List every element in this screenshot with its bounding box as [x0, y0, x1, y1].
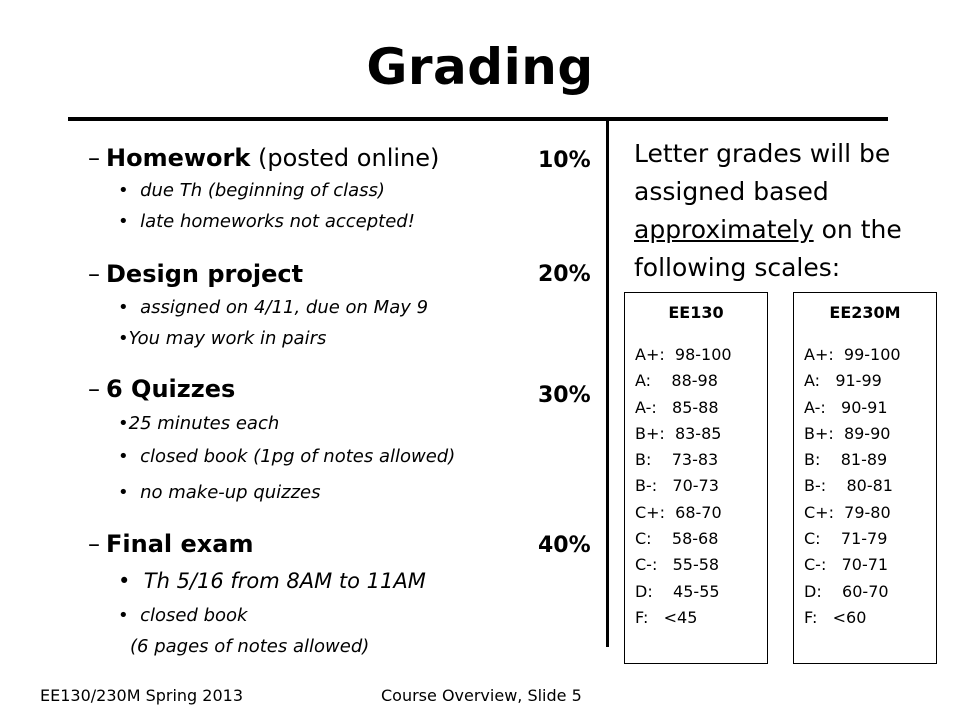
scale-row: A: 88-98	[635, 371, 718, 391]
section-design-project: – Design project	[88, 260, 304, 288]
scale-box-ee230m	[793, 292, 937, 664]
bullet-continuation: (6 pages of notes allowed)	[130, 636, 370, 657]
scale-row: D: 60-70	[804, 581, 889, 601]
slide-title: Grading	[366, 38, 594, 96]
scale-row: B+: 83-85	[635, 423, 722, 443]
bullet: • closed book	[118, 605, 248, 626]
section-final-exam: – Final exam	[88, 530, 254, 558]
scale-row: B-: 70-73	[635, 476, 719, 496]
section-name: Final exam	[106, 530, 254, 558]
bullet: • due Th (beginning of class)	[118, 180, 385, 201]
section-name: 6 Quizzes	[106, 375, 236, 403]
scale-row: A: 91-99	[804, 371, 882, 391]
section-name: Homework	[106, 144, 251, 172]
scale-row: B-: 80-81	[804, 476, 893, 496]
scale-row: F: <60	[804, 607, 867, 627]
section-extra: (posted online)	[257, 144, 440, 172]
bullet: • no make-up quizzes	[118, 482, 321, 503]
section-name: Design project	[106, 260, 304, 288]
bullet: •25 minutes each	[118, 413, 280, 434]
emphasis-underlined: approximately	[634, 215, 814, 244]
scale-row: D: 45-55	[635, 581, 720, 601]
bullet: • late homeworks not accepted!	[118, 211, 415, 232]
scale-header: EE130	[668, 303, 724, 322]
bullet: • closed book (1pg of notes allowed)	[118, 446, 456, 467]
section-homework: – Homework (posted online)	[88, 144, 440, 172]
scale-row: B: 73-83	[635, 450, 719, 470]
scale-row: C+: 68-70	[635, 502, 722, 522]
percent-quizzes: 30%	[538, 383, 591, 408]
bullet: • Th 5/16 from 8AM to 11AM	[118, 569, 426, 593]
scale-row: F: <45	[635, 607, 698, 627]
column-divider	[606, 121, 609, 647]
scale-box-ee130	[624, 292, 768, 664]
scale-row: A-: 85-88	[635, 397, 719, 417]
scale-row: C: 58-68	[635, 529, 719, 549]
scale-row: A+: 99-100	[804, 345, 901, 364]
percent-design-project: 20%	[538, 262, 591, 287]
scale-row: C: 71-79	[804, 529, 888, 549]
scale-row: A+: 98-100	[635, 345, 732, 364]
percent-final-exam: 40%	[538, 533, 591, 558]
title-divider	[68, 117, 888, 121]
section-quizzes: – 6 Quizzes	[88, 375, 236, 403]
footer-course: EE130/230M Spring 2013	[40, 686, 244, 705]
footer-slide-number: Course Overview, Slide 5	[381, 686, 582, 705]
scale-row: C-: 55-58	[635, 555, 720, 575]
scale-row: A-: 90-91	[804, 397, 888, 417]
scale-header: EE230M	[829, 303, 901, 322]
scale-row: C+: 79-80	[804, 502, 891, 522]
letter-grade-note: Letter grades will be assigned based approximately on the following scales:	[634, 139, 902, 282]
bullet: •You may work in pairs	[118, 328, 327, 349]
scale-row: B+: 89-90	[804, 423, 891, 443]
percent-homework: 10%	[538, 148, 591, 173]
bullet: • assigned on 4/11, due on May 9	[118, 297, 429, 318]
scale-row: C-: 70-71	[804, 555, 889, 575]
scale-row: B: 81-89	[804, 450, 888, 470]
